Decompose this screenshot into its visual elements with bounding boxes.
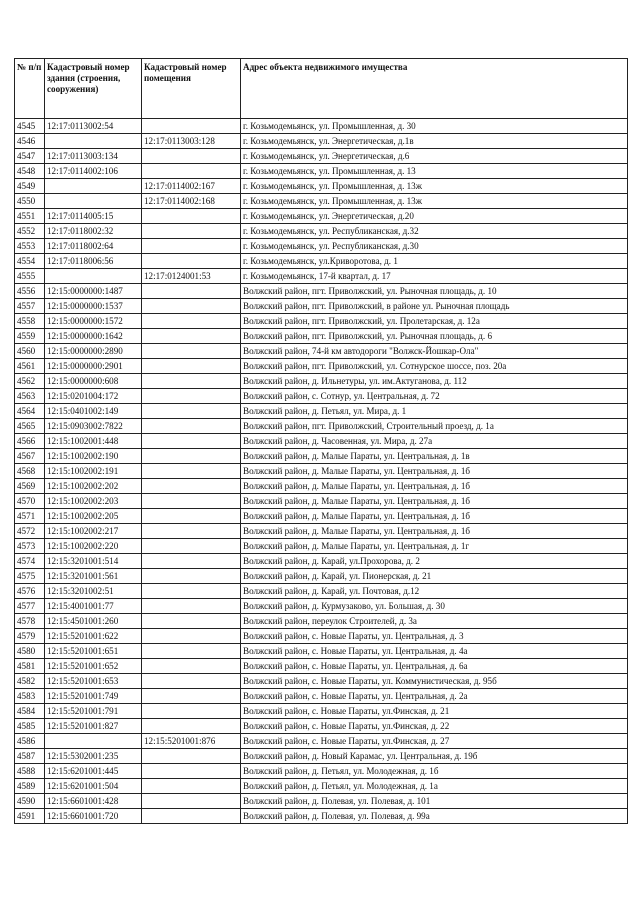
cell-address: Волжский район, с. Сотнур, ул. Центральная, д. 72 [241,389,628,404]
cell-building-cadastral: 12:15:4001001:77 [45,599,142,614]
cell-building-cadastral: 12:15:1002002:190 [45,449,142,464]
cell-building-cadastral: 12:15:5201001:651 [45,644,142,659]
cell-building-cadastral: 12:15:4501001:260 [45,614,142,629]
table-row [15,794,628,809]
cell-room-cadastral [142,329,241,344]
cell-num: 4571 [15,509,45,524]
cell-building-cadastral: 12:15:5201001:827 [45,719,142,734]
cell-address: Волжский район, с. Новые Параты, ул.Финская, д. 27 [241,734,628,749]
cell-building-cadastral: 12:17:0113002:54 [45,119,142,134]
cell-building-cadastral: 12:15:3201001:514 [45,554,142,569]
cell-building-cadastral: 12:15:3201001:561 [45,569,142,584]
cell-num: 4577 [15,599,45,614]
cell-address: Волжский район, переулок Строителей, д. 3а [241,614,628,629]
cell-address: г. Козьмодемьянск, ул. Энергетическая, д.1в [241,134,628,149]
cell-address: Волжский район, д. Малые Параты, ул. Центральная, д. 1г [241,539,628,554]
cell-num: 4554 [15,254,45,269]
cell-building-cadastral: 12:15:5201001:622 [45,629,142,644]
cell-address: г. Козьмодемьянск, ул. Республиканская, д.30 [241,239,628,254]
cell-building-cadastral: 12:15:0401002:149 [45,404,142,419]
cell-building-cadastral: 12:15:5302001:235 [45,749,142,764]
cell-building-cadastral: 12:15:0000000:608 [45,374,142,389]
cell-address: г. Козьмодемьянск, ул. Энергетическая, д.20 [241,209,628,224]
cell-address: г. Козьмодемьянск, 17-й квартал, д. 17 [241,269,628,284]
cell-room-cadastral: 12:17:0114002:168 [142,194,241,209]
cell-address: Волжский район, пгт. Приволжский, ул. Сотнурское шоссе, поз. 20а [241,359,628,374]
table-row [15,449,628,464]
cell-room-cadastral [142,389,241,404]
table-row [15,314,628,329]
cell-room-cadastral [142,404,241,419]
cell-room-cadastral [142,584,241,599]
cell-room-cadastral [142,209,241,224]
cell-num: 4546 [15,134,45,149]
cell-num: 4576 [15,584,45,599]
cell-address: Волжский район, д. Ильнетуры, ул. им.Актуганова, д. 112 [241,374,628,389]
cell-num: 4569 [15,479,45,494]
cell-address: Волжский район, пгт. Приволжский, ул. Пролетарская, д. 12а [241,314,628,329]
table-row [15,299,628,314]
cell-address: Волжский район, д. Полевая, ул. Полевая, д. 101 [241,794,628,809]
table-row [15,344,628,359]
table-row [15,599,628,614]
cell-building-cadastral: 12:15:5201001:652 [45,659,142,674]
table-row [15,224,628,239]
table-row [15,809,628,824]
cell-room-cadastral [142,494,241,509]
cell-building-cadastral: 12:15:0000000:2890 [45,344,142,359]
cell-address: Волжский район, д. Малые Параты, ул. Центральная, д. 1б [241,509,628,524]
table-row [15,554,628,569]
cell-address: Волжский район, д. Малые Параты, ул. Центральная, д. 1б [241,479,628,494]
cell-room-cadastral [142,419,241,434]
cell-room-cadastral [142,434,241,449]
cell-num: 4550 [15,194,45,209]
cell-address: Волжский район, с. Новые Параты, ул. Центральная, д. 6а [241,659,628,674]
header-building-cadastral: Кадастровый номер здания (строения, сооружения) [45,59,142,119]
cell-address: Волжский район, д. Малые Параты, ул. Центральная, д. 1в [241,449,628,464]
cell-room-cadastral [142,644,241,659]
cell-address: Волжский район, с. Новые Параты, ул. Центральная, д. 3 [241,629,628,644]
cell-room-cadastral [142,449,241,464]
table-row [15,179,628,194]
table-row [15,674,628,689]
property-table [14,58,628,824]
table-row [15,239,628,254]
cell-address: Волжский район, пгт. Приволжский, ул. Рыночная площадь, д. 6 [241,329,628,344]
cell-room-cadastral [142,809,241,824]
cell-num: 4585 [15,719,45,734]
table-row [15,389,628,404]
cell-building-cadastral: 12:17:0118006:56 [45,254,142,269]
cell-address: Волжский район, д. Малые Параты, ул. Центральная, д. 1б [241,494,628,509]
cell-num: 4580 [15,644,45,659]
cell-building-cadastral: 12:15:5201001:653 [45,674,142,689]
cell-building-cadastral: 12:15:1002001:448 [45,434,142,449]
header-room-cadastral: Кадастровый номер помещения [142,59,241,119]
table-header [15,59,628,119]
cell-num: 4558 [15,314,45,329]
cell-building-cadastral: 12:15:6201001:504 [45,779,142,794]
cell-address: Волжский район, д. Карай, ул.Прохорова, д. 2 [241,554,628,569]
table-row [15,704,628,719]
cell-room-cadastral [142,344,241,359]
cell-building-cadastral: 12:15:1002002:202 [45,479,142,494]
cell-address: Волжский район, с. Новые Параты, ул.Финская, д. 22 [241,719,628,734]
table-row [15,509,628,524]
table-row [15,569,628,584]
cell-num: 4581 [15,659,45,674]
cell-address: г. Козьмодемьянск, ул.Криворотова, д. 1 [241,254,628,269]
cell-building-cadastral [45,134,142,149]
cell-num: 4545 [15,119,45,134]
table-row [15,629,628,644]
cell-address: Волжский район, д. Курмузаково, ул. Большая, д. 30 [241,599,628,614]
cell-num: 4578 [15,614,45,629]
cell-building-cadastral: 12:17:0118002:64 [45,239,142,254]
cell-building-cadastral: 12:17:0114005:15 [45,209,142,224]
table-row [15,119,628,134]
table-row [15,539,628,554]
cell-num: 4555 [15,269,45,284]
cell-num: 4548 [15,164,45,179]
cell-num: 4557 [15,299,45,314]
cell-building-cadastral: 12:15:0000000:1572 [45,314,142,329]
cell-num: 4553 [15,239,45,254]
header-row [15,59,628,119]
cell-num: 4583 [15,689,45,704]
cell-room-cadastral [142,704,241,719]
table-row [15,149,628,164]
cell-room-cadastral [142,119,241,134]
cell-room-cadastral [142,239,241,254]
cell-room-cadastral [142,149,241,164]
cell-room-cadastral [142,674,241,689]
cell-address: Волжский район, д. Петьял, ул. Молодежная, д. 1б [241,764,628,779]
cell-building-cadastral: 12:15:5201001:749 [45,689,142,704]
cell-room-cadastral [142,284,241,299]
cell-building-cadastral: 12:15:6601001:428 [45,794,142,809]
cell-address: Волжский район, с. Новые Параты, ул.Финская, д. 21 [241,704,628,719]
cell-building-cadastral: 12:15:3201002:51 [45,584,142,599]
cell-room-cadastral [142,524,241,539]
table-row [15,779,628,794]
cell-room-cadastral [142,779,241,794]
cell-room-cadastral [142,254,241,269]
table-row [15,419,628,434]
cell-building-cadastral: 12:17:0114002:106 [45,164,142,179]
cell-building-cadastral: 12:15:6601001:720 [45,809,142,824]
table-row [15,659,628,674]
table-row [15,749,628,764]
cell-num: 4565 [15,419,45,434]
cell-address: Волжский район, с. Новые Параты, ул. Центральная, д. 2а [241,689,628,704]
cell-num: 4561 [15,359,45,374]
table-row [15,329,628,344]
table-body [15,119,628,824]
cell-address: г. Козьмодемьянск, ул. Энергетическая, д.6 [241,149,628,164]
header-address: Адрес объекта недвижимого имущества [241,59,628,119]
cell-building-cadastral [45,269,142,284]
cell-num: 4579 [15,629,45,644]
table-row [15,764,628,779]
cell-address: Волжский район, д. Малые Параты, ул. Центральная, д. 1б [241,524,628,539]
header-num: № п/п [15,59,45,119]
cell-num: 4567 [15,449,45,464]
cell-building-cadastral [45,734,142,749]
cell-num: 4590 [15,794,45,809]
cell-num: 4568 [15,464,45,479]
cell-room-cadastral [142,614,241,629]
cell-room-cadastral [142,224,241,239]
cell-room-cadastral [142,464,241,479]
cell-num: 4586 [15,734,45,749]
cell-room-cadastral [142,509,241,524]
cell-address: Волжский район, д. Новый Карамас, ул. Центральная, д. 19б [241,749,628,764]
cell-room-cadastral [142,539,241,554]
cell-building-cadastral: 12:15:0000000:1642 [45,329,142,344]
cell-num: 4566 [15,434,45,449]
table-row [15,479,628,494]
table-row [15,209,628,224]
cell-num: 4572 [15,524,45,539]
cell-num: 4556 [15,284,45,299]
table-row [15,524,628,539]
table-row [15,254,628,269]
cell-address: Волжский район, пгт. Приволжский, в районе ул. Рыночная площадь [241,299,628,314]
cell-num: 4559 [15,329,45,344]
cell-num: 4552 [15,224,45,239]
cell-building-cadastral: 12:15:0000000:1487 [45,284,142,299]
cell-room-cadastral [142,314,241,329]
cell-address: Волжский район, пгт. Приволжский, ул. Рыночная площадь, д. 10 [241,284,628,299]
cell-address: Волжский район, с. Новые Параты, ул. Центральная, д. 4а [241,644,628,659]
document-page [14,58,627,824]
cell-room-cadastral [142,479,241,494]
cell-room-cadastral [142,569,241,584]
cell-address: Волжский район, 74-й км автодороги "Волжск-Йошкар-Ола" [241,344,628,359]
table-row [15,644,628,659]
cell-room-cadastral: 12:17:0113003:128 [142,134,241,149]
table-row [15,164,628,179]
cell-num: 4562 [15,374,45,389]
cell-address: г. Козьмодемьянск, ул. Республиканская, д.32 [241,224,628,239]
cell-building-cadastral: 12:17:0118002:32 [45,224,142,239]
table-row [15,614,628,629]
cell-address: г. Козьмодемьянск, ул. Промышленная, д. 30 [241,119,628,134]
table-row [15,494,628,509]
cell-room-cadastral [142,374,241,389]
cell-building-cadastral [45,179,142,194]
table-row [15,719,628,734]
cell-address: г. Козьмодемьянск, ул. Промышленная, д. 13ж [241,179,628,194]
cell-building-cadastral: 12:15:0000000:1537 [45,299,142,314]
cell-room-cadastral [142,764,241,779]
cell-address: Волжский район, д. Полевая, ул. Полевая, д. 99а [241,809,628,824]
cell-room-cadastral [142,659,241,674]
cell-num: 4573 [15,539,45,554]
table-row [15,134,628,149]
cell-building-cadastral: 12:15:0201004:172 [45,389,142,404]
cell-building-cadastral: 12:15:5201001:791 [45,704,142,719]
cell-building-cadastral: 12:15:1002002:220 [45,539,142,554]
cell-address: Волжский район, д. Часовенная, ул. Мира, д. 27а [241,434,628,449]
cell-room-cadastral [142,629,241,644]
cell-room-cadastral: 12:17:0114002:167 [142,179,241,194]
cell-num: 4574 [15,554,45,569]
table-row [15,734,628,749]
cell-address: Волжский район, пгт. Приволжский, Строительный проезд, д. 1а [241,419,628,434]
table-row [15,434,628,449]
cell-num: 4564 [15,404,45,419]
cell-address: Волжский район, д. Петьял, ул. Мира, д. 1 [241,404,628,419]
cell-num: 4591 [15,809,45,824]
cell-room-cadastral [142,794,241,809]
cell-room-cadastral [142,164,241,179]
cell-room-cadastral [142,299,241,314]
cell-address: Волжский район, д. Петьял, ул. Молодежная, д. 1а [241,779,628,794]
cell-num: 4582 [15,674,45,689]
cell-num: 4560 [15,344,45,359]
table-row [15,404,628,419]
cell-num: 4589 [15,779,45,794]
cell-address: г. Козьмодемьянск, ул. Промышленная, д. 13 [241,164,628,179]
cell-num: 4547 [15,149,45,164]
cell-building-cadastral [45,194,142,209]
cell-num: 4549 [15,179,45,194]
cell-building-cadastral: 12:15:1002002:217 [45,524,142,539]
cell-room-cadastral [142,719,241,734]
cell-room-cadastral [142,359,241,374]
table-row [15,194,628,209]
cell-building-cadastral: 12:15:1002002:205 [45,509,142,524]
table-row [15,359,628,374]
cell-num: 4575 [15,569,45,584]
cell-building-cadastral: 12:15:6201001:445 [45,764,142,779]
cell-address: Волжский район, д. Малые Параты, ул. Центральная, д. 1б [241,464,628,479]
cell-num: 4551 [15,209,45,224]
table-row [15,584,628,599]
cell-address: г. Козьмодемьянск, ул. Промышленная, д. 13ж [241,194,628,209]
cell-room-cadastral: 12:15:5201001:876 [142,734,241,749]
table-row [15,284,628,299]
cell-building-cadastral: 12:15:1002002:191 [45,464,142,479]
cell-room-cadastral [142,749,241,764]
cell-num: 4563 [15,389,45,404]
cell-building-cadastral: 12:15:0000000:2901 [45,359,142,374]
cell-room-cadastral [142,554,241,569]
cell-num: 4587 [15,749,45,764]
table-row [15,689,628,704]
cell-building-cadastral: 12:15:1002002:203 [45,494,142,509]
cell-address: Волжский район, с. Новые Параты, ул. Коммунистическая, д. 95б [241,674,628,689]
table-row [15,464,628,479]
table-row [15,269,628,284]
cell-num: 4588 [15,764,45,779]
table-row [15,374,628,389]
cell-address: Волжский район, д. Карай, ул. Почтовая, д.12 [241,584,628,599]
cell-room-cadastral [142,599,241,614]
cell-building-cadastral: 12:17:0113003:134 [45,149,142,164]
cell-room-cadastral [142,689,241,704]
cell-num: 4584 [15,704,45,719]
cell-building-cadastral: 12:15:0903002:7822 [45,419,142,434]
cell-room-cadastral: 12:17:0124001:53 [142,269,241,284]
cell-address: Волжский район, д. Карай, ул. Пионерская, д. 21 [241,569,628,584]
cell-num: 4570 [15,494,45,509]
